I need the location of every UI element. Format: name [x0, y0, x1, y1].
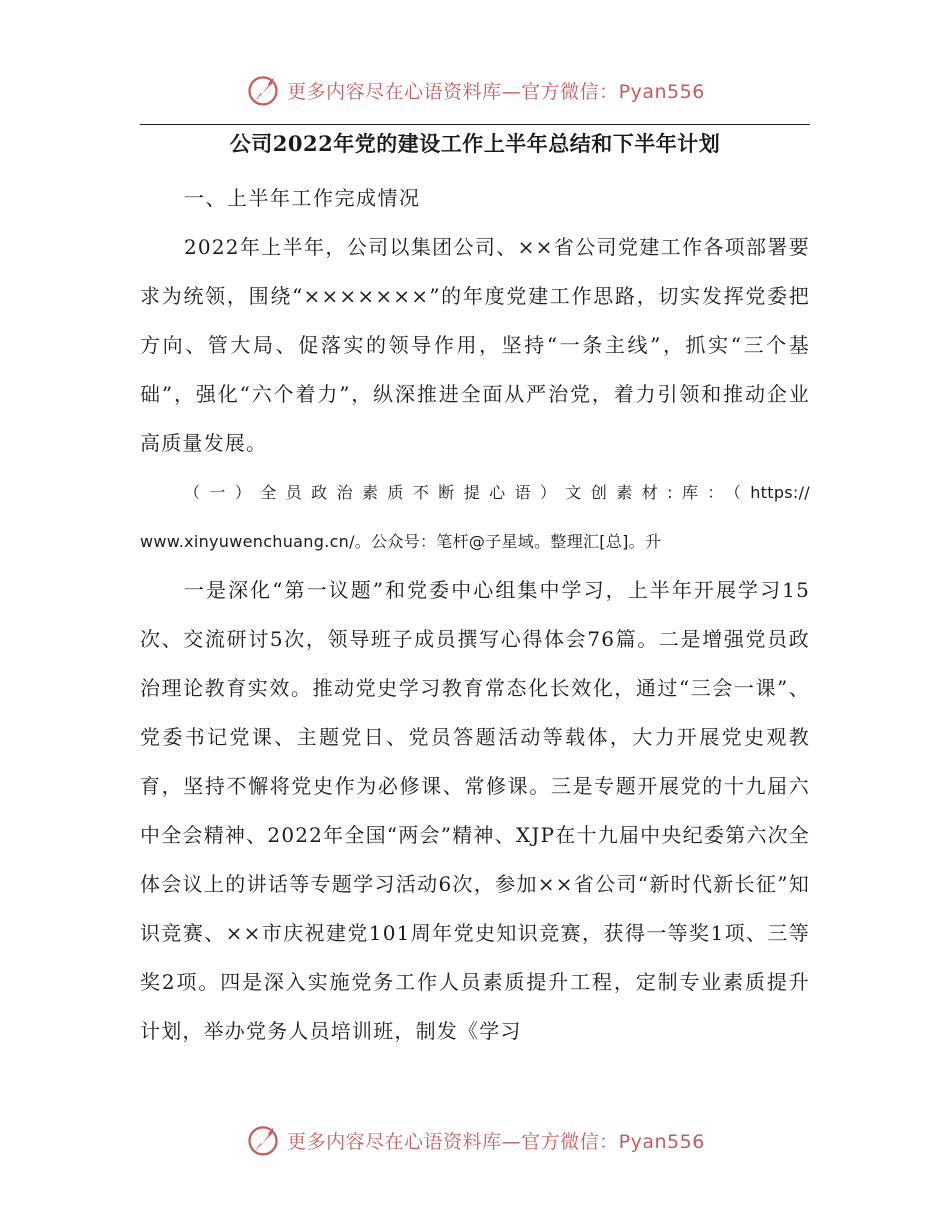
subsection-heading: （一）全员政治素质不断提心语）文创素材:库：（https:// www.xinyuwenchuang.cn/。公众号：笔杆@子星域。整理汇[总]。升 [140, 483, 810, 551]
footer-watermark-text: 更多内容尽在心语资料库—官方微信：Pyan556 [287, 1130, 705, 1153]
document-title: 公司2022年党的建设工作上半年总结和下半年计划 [229, 131, 721, 156]
quill-logo-icon [245, 1122, 281, 1158]
title-rule [140, 124, 810, 125]
footer-watermark [0, 1118, 950, 1162]
section-heading: 一、上半年工作完成情况 [184, 186, 421, 210]
body-paragraph: 2022年上半年，公司以集团公司、××省公司党建工作各项部署要求为统领，围绕“×××××××”的年度党建工作思路，切实发挥党委把方向、管大局、促落实的领导作用，坚持“一条主线”，抓实“三个基础”，强化“六个着力”，纵深推进全面从严治党，着力引领和推动企业高质量发展。 [140, 235, 810, 455]
document-body [140, 174, 810, 1056]
header-watermark-text: 更多内容尽在心语资料库—官方微信：Pyan556 [287, 80, 705, 103]
body-paragraph: 一是深化“第一议题”和党委中心组集中学习，上半年开展学习15次、交流研讨5次，领导班子成员撰写心得体会76篇。二是增强党员政治理论教育实效。推动党史学习教育常态化长效化，通过“三会一课”、党委书记党课、主题党日、党员答题活动等载体，大力开展党史观教育，坚持不懈将党史作为必修课、常修课。三是专题开展党的十九届六中全会精神、2022年全国“两会”精神、XJP在十九届中央纪委第六次全体会议上的讲话等专题学习活动6次，参加××省公司“新时代新长征”知识竞赛、××市庆祝建党101周年党史知识竞赛，获得一等奖1项、三等奖2项。四是深入实施党务工作人员素质提升工程，定制专业素质提升计划，举办党务人员培训班，制发《学习 [140, 578, 810, 1043]
header-watermark [0, 68, 950, 112]
quill-logo-icon [245, 72, 281, 108]
